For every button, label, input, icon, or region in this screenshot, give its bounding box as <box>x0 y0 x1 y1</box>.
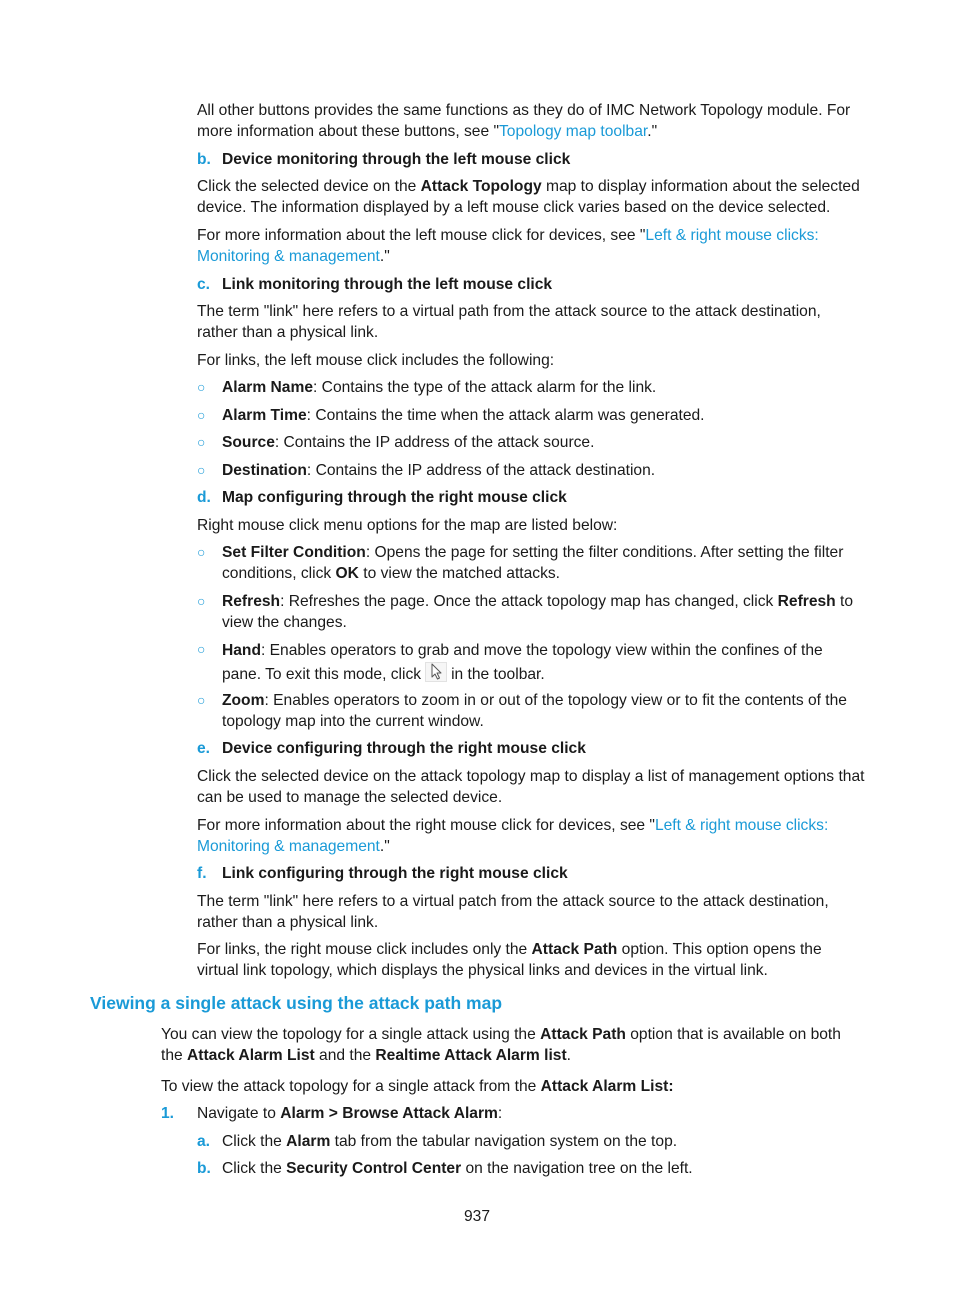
substep-label: b. <box>197 1160 211 1177</box>
list-label: f. <box>197 865 207 882</box>
bold-term: Alarm Time <box>222 407 307 424</box>
text: Click the selected device on the <box>197 178 421 195</box>
text: You can view the topology for a single attack using the <box>161 1026 541 1043</box>
text: For links, the right mouse click includes only the <box>197 941 532 958</box>
text: : Contains the type of the attack alarm for the link. <box>313 379 657 396</box>
procedure-intro <box>161 1076 865 1097</box>
device-left-click-more-info <box>197 225 865 267</box>
text: ." <box>647 123 658 140</box>
list-label: e. <box>197 740 211 757</box>
list-label: c. <box>197 276 211 293</box>
text: option. This option opens the virtual link topology, which displays the physical links and devices in the virtual link. <box>197 941 822 979</box>
bold-term: Attack Alarm List <box>187 1047 315 1064</box>
text: For more information about the right mouse click for devices, see " <box>197 817 655 834</box>
device-left-click-paragraph <box>197 176 865 218</box>
list-item <box>222 432 865 453</box>
bullet: ○ <box>197 692 206 708</box>
left-click-intro: For links, the left mouse click includes the following: <box>197 352 555 369</box>
text: : <box>497 1105 503 1122</box>
list-item <box>222 377 865 398</box>
cursor-arrow-icon <box>425 662 447 682</box>
text: Click the <box>222 1160 287 1177</box>
bold-term: Alarm > Browse Attack Alarm <box>280 1105 498 1122</box>
list-item <box>222 460 865 481</box>
bold-term: Realtime Attack Alarm list <box>375 1047 567 1064</box>
bold-term: Attack Path <box>540 1026 626 1043</box>
list-item <box>222 405 865 426</box>
bold-term: OK <box>335 565 359 582</box>
bullet: ○ <box>197 544 206 560</box>
right-click-links-paragraph <box>197 939 865 981</box>
subheading-title: Map configuring through the right mouse click <box>222 489 567 506</box>
subheading-title: Device monitoring through the left mouse click <box>222 151 571 168</box>
intro-paragraph <box>197 100 865 142</box>
bullet: ○ <box>197 407 206 423</box>
bold-term: Refresh <box>777 593 836 610</box>
device-right-click-more-info <box>197 815 865 857</box>
bold-term: Attack Path <box>531 941 618 958</box>
text: map to display information about the selected device. The information displayed by a left mouse click varies based on the device selected. <box>197 178 860 216</box>
bold-term: Attack Topology <box>420 178 542 195</box>
link-term-paragraph: The term "link" here refers to a virtual path from the attack source to the attack destination, rather than a physical link. <box>197 303 821 341</box>
bold-term: Attack Alarm List: <box>540 1078 674 1095</box>
text: : Contains the IP address of the attack destination. <box>306 462 656 479</box>
topology-map-toolbar-link[interactable]: Topology map toolbar <box>499 123 648 140</box>
list-label: b. <box>197 151 211 168</box>
text: ." <box>379 838 390 855</box>
list-item-refresh <box>222 591 865 633</box>
subheading-title: Link configuring through the right mouse click <box>222 865 568 882</box>
text: on the navigation tree on the left. <box>461 1160 693 1177</box>
text: : Refreshes the page. Once the attack topology map has changed, click <box>280 593 778 610</box>
text: to view the changes. <box>222 593 854 631</box>
bullet: ○ <box>197 379 206 395</box>
subheading-title: Link monitoring through the left mouse click <box>222 276 553 293</box>
list-item-zoom <box>222 690 865 732</box>
bold-term: Alarm Name <box>222 379 314 396</box>
text: and the <box>314 1047 376 1064</box>
device-right-click-paragraph: Click the selected device on the attack topology map to display a list of management options that can be used to manage the selected device. <box>197 768 865 806</box>
text: tab from the tabular navigation system on the top. <box>330 1133 678 1150</box>
list-label: d. <box>197 489 211 506</box>
text: To view the attack topology for a single attack from the <box>161 1078 541 1095</box>
text: All other buttons provides the same functions as they do of IMC Network Topology module. For more information about these buttons, see " <box>197 102 851 140</box>
bold-term: Hand <box>222 642 261 659</box>
list-item-hand <box>222 639 865 686</box>
text: For more information about the left mouse click for devices, see " <box>197 227 646 244</box>
step-1b <box>222 1158 865 1179</box>
attack-path-intro <box>161 1024 865 1066</box>
step-1a <box>222 1131 865 1152</box>
step-number: 1. <box>161 1105 175 1122</box>
text: : Enables operators to zoom in or out of the topology view or to fit the contents of the topology map into the current window. <box>222 692 847 730</box>
bold-term: Alarm <box>286 1133 331 1150</box>
map-menu-intro: Right mouse click menu options for the map are listed below: <box>197 517 618 534</box>
bold-term: Set Filter Condition <box>222 544 366 561</box>
text: to view the matched attacks. <box>358 565 561 582</box>
text: : Enables operators to grab and move the topology view within the confines of the pane. To exit this mode, click <box>222 642 823 683</box>
text: Navigate to <box>197 1105 281 1122</box>
bold-term: Destination <box>222 462 307 479</box>
text: in the toolbar. <box>451 666 545 683</box>
bullet: ○ <box>197 593 206 609</box>
text: ." <box>379 248 390 265</box>
list-item-set-filter <box>222 542 865 584</box>
bullet: ○ <box>197 641 206 657</box>
left-right-mouse-clicks-link[interactable]: Left & right mouse clicks: Monitoring & management <box>197 817 829 855</box>
text: : Opens the page for setting the filter conditions. After setting the filter conditions, click <box>222 544 844 582</box>
bold-term: Refresh <box>222 593 281 610</box>
page-number: 937 <box>463 1208 491 1225</box>
text: : Contains the IP address of the attack source. <box>274 434 595 451</box>
text: option that is available on both the <box>161 1026 841 1064</box>
text: Click the <box>222 1133 287 1150</box>
bold-term: Security Control Center <box>286 1160 462 1177</box>
left-right-mouse-clicks-link[interactable]: Left & right mouse clicks: Monitoring & management <box>197 227 819 265</box>
bullet: ○ <box>197 434 206 450</box>
section-heading: Viewing a single attack using the attack path map <box>90 993 503 1013</box>
text: : Contains the time when the attack alarm was generated. <box>306 407 705 424</box>
text: . <box>566 1047 571 1064</box>
link-term-paragraph-2: The term "link" here refers to a virtual patch from the attack source to the attack destination, rather than a physical link. <box>197 893 829 931</box>
subheading-title: Device configuring through the right mouse click <box>222 740 586 757</box>
bold-term: Source <box>222 434 275 451</box>
bold-term: Zoom <box>222 692 265 709</box>
substep-label: a. <box>197 1133 211 1150</box>
step-1 <box>197 1103 865 1124</box>
bullet: ○ <box>197 462 206 478</box>
